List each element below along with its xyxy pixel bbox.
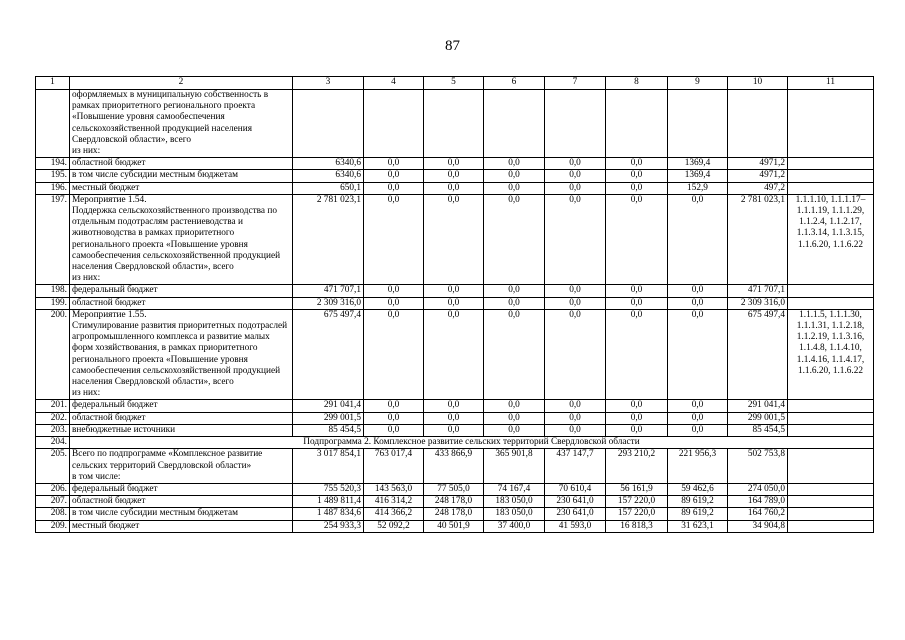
row-number: 200.: [36, 309, 70, 400]
reference-cell: [788, 400, 874, 412]
column-header: 9: [668, 77, 728, 90]
row-number: 198.: [36, 285, 70, 297]
table-body: [36, 77, 874, 533]
subprogram-header-row: [36, 437, 874, 449]
value-cell: 0,0: [606, 424, 668, 436]
value-cell: 41 593,0: [545, 520, 606, 532]
value-cell: 433 866,9: [424, 449, 484, 484]
row-number: 199.: [36, 297, 70, 309]
value-cell: 2 309 316,0: [728, 297, 788, 309]
value-cell: 4971,2: [728, 170, 788, 182]
reference-cell: [788, 297, 874, 309]
page-number: 87: [445, 38, 460, 54]
row-number: 203.: [36, 424, 70, 436]
value-cell: 763 017,4: [364, 449, 424, 484]
value-cell: 299 001,5: [728, 412, 788, 424]
value-cell: 471 707,1: [728, 285, 788, 297]
table-row: [36, 449, 874, 484]
column-header: 10: [728, 77, 788, 90]
table-row: [36, 90, 874, 158]
value-cell: 152,9: [668, 182, 728, 194]
value-cell: 183 050,0: [484, 508, 545, 520]
value-cell: 0,0: [424, 412, 484, 424]
value-cell: [606, 90, 668, 158]
row-name: местный бюджет: [70, 520, 293, 532]
value-cell: 502 753,8: [728, 449, 788, 484]
value-cell: 0,0: [606, 182, 668, 194]
row-name: федеральный бюджет: [70, 400, 293, 412]
column-header-row: [36, 77, 874, 90]
value-cell: 6340,6: [293, 158, 364, 170]
table-row: [36, 309, 874, 400]
value-cell: 0,0: [545, 400, 606, 412]
value-cell: 157 220,0: [606, 496, 668, 508]
value-cell: 650,1: [293, 182, 364, 194]
value-cell: 0,0: [484, 297, 545, 309]
value-cell: 89 619,2: [668, 508, 728, 520]
value-cell: 291 041,4: [728, 400, 788, 412]
row-name: местный бюджет: [70, 182, 293, 194]
value-cell: 0,0: [484, 285, 545, 297]
value-cell: [484, 90, 545, 158]
value-cell: 89 619,2: [668, 496, 728, 508]
value-cell: [364, 90, 424, 158]
table-row: [36, 412, 874, 424]
value-cell: 0,0: [606, 297, 668, 309]
value-cell: 164 789,0: [728, 496, 788, 508]
value-cell: 0,0: [364, 424, 424, 436]
value-cell: 0,0: [484, 158, 545, 170]
value-cell: 0,0: [545, 297, 606, 309]
reference-cell: [788, 285, 874, 297]
column-header: 6: [484, 77, 545, 90]
value-cell: 1369,4: [668, 158, 728, 170]
reference-cell: [788, 412, 874, 424]
value-cell: 274 050,0: [728, 483, 788, 495]
row-number: 207.: [36, 496, 70, 508]
value-cell: 16 818,3: [606, 520, 668, 532]
reference-cell: [788, 182, 874, 194]
column-header: 8: [606, 77, 668, 90]
value-cell: 37 400,0: [484, 520, 545, 532]
value-cell: 77 505,0: [424, 483, 484, 495]
value-cell: 0,0: [484, 194, 545, 285]
column-header: 11: [788, 77, 874, 90]
value-cell: 1 489 811,4: [293, 496, 364, 508]
value-cell: 143 563,0: [364, 483, 424, 495]
row-number: 205.: [36, 449, 70, 484]
value-cell: 299 001,5: [293, 412, 364, 424]
value-cell: 0,0: [364, 182, 424, 194]
value-cell: 0,0: [424, 285, 484, 297]
row-name: в том числе субсидии местным бюджетам: [70, 170, 293, 182]
value-cell: 0,0: [364, 170, 424, 182]
reference-cell: [788, 170, 874, 182]
table-row: [36, 483, 874, 495]
column-header: 7: [545, 77, 606, 90]
value-cell: 2 309 316,0: [293, 297, 364, 309]
value-cell: [728, 90, 788, 158]
reference-cell: [788, 158, 874, 170]
subprogram-title: Подпрограмма 2. Комплексное развитие сельских территорий Свердловской области: [70, 437, 874, 449]
value-cell: 0,0: [545, 412, 606, 424]
value-cell: 0,0: [606, 309, 668, 400]
value-cell: 0,0: [424, 170, 484, 182]
row-name: Всего по подпрограмме «Комплексное развитие сельских территорий Свердловской области» в том числе:: [70, 449, 293, 484]
value-cell: 0,0: [668, 194, 728, 285]
value-cell: 0,0: [364, 309, 424, 400]
table-row: [36, 496, 874, 508]
table-row: [36, 194, 874, 285]
value-cell: 0,0: [484, 400, 545, 412]
value-cell: 0,0: [364, 297, 424, 309]
value-cell: 0,0: [668, 412, 728, 424]
value-cell: 0,0: [424, 297, 484, 309]
value-cell: [424, 90, 484, 158]
value-cell: 291 041,4: [293, 400, 364, 412]
table-row: [36, 158, 874, 170]
value-cell: 0,0: [606, 412, 668, 424]
value-cell: 416 314,2: [364, 496, 424, 508]
value-cell: [668, 90, 728, 158]
reference-cell: [788, 483, 874, 495]
row-name: оформляемых в муниципальную собственность в рамках приоритетного регионального проекта «Повышение уровня самообеспечения сельскохозяйственной продукцией населения Свердловской области», всего из них:: [70, 90, 293, 158]
row-number: [36, 90, 70, 158]
row-name: федеральный бюджет: [70, 483, 293, 495]
value-cell: 0,0: [364, 400, 424, 412]
table-row: [36, 182, 874, 194]
row-number: 202.: [36, 412, 70, 424]
reference-cell: 1.1.1.10, 1.1.1.17–1.1.1.19, 1.1.1.29, 1.1.2.4, 1.1.2.17, 1.1.3.14, 1.1.3.15, 1.1.6.20, 1.1.6.22: [788, 194, 874, 285]
value-cell: 365 901,8: [484, 449, 545, 484]
value-cell: 0,0: [364, 285, 424, 297]
value-cell: 3 017 854,1: [293, 449, 364, 484]
value-cell: 56 161,9: [606, 483, 668, 495]
row-number: 209.: [36, 520, 70, 532]
value-cell: 0,0: [484, 182, 545, 194]
value-cell: 0,0: [606, 158, 668, 170]
value-cell: 0,0: [545, 285, 606, 297]
value-cell: 0,0: [668, 400, 728, 412]
value-cell: [545, 90, 606, 158]
value-cell: 0,0: [668, 309, 728, 400]
value-cell: 230 641,0: [545, 496, 606, 508]
value-cell: 0,0: [606, 400, 668, 412]
value-cell: 221 956,3: [668, 449, 728, 484]
column-header: 3: [293, 77, 364, 90]
row-number: 206.: [36, 483, 70, 495]
table-row: [36, 285, 874, 297]
value-cell: 230 641,0: [545, 508, 606, 520]
value-cell: 0,0: [424, 400, 484, 412]
column-header: 2: [70, 77, 293, 90]
value-cell: 0,0: [424, 309, 484, 400]
value-cell: 254 933,3: [293, 520, 364, 532]
row-name: областной бюджет: [70, 297, 293, 309]
value-cell: 0,0: [668, 424, 728, 436]
row-name: внебюджетные источники: [70, 424, 293, 436]
row-name: Мероприятие 1.54. Поддержка сельскохозяйственного производства по отдельным подотраслям растениеводства и животноводства в рамках приоритетного регионального проекта «Повышение уровня самообеспечения сельскохозяйственной продукцией населения Свердловской области», всего из них:: [70, 194, 293, 285]
value-cell: 0,0: [668, 285, 728, 297]
row-number: 197.: [36, 194, 70, 285]
row-number: 196.: [36, 182, 70, 194]
value-cell: 59 462,6: [668, 483, 728, 495]
reference-cell: [788, 508, 874, 520]
value-cell: 248 178,0: [424, 508, 484, 520]
value-cell: 0,0: [484, 170, 545, 182]
value-cell: 248 178,0: [424, 496, 484, 508]
value-cell: 74 167,4: [484, 483, 545, 495]
value-cell: 0,0: [484, 412, 545, 424]
row-name: федеральный бюджет: [70, 285, 293, 297]
value-cell: 0,0: [606, 285, 668, 297]
column-header: 1: [36, 77, 70, 90]
value-cell: 0,0: [364, 194, 424, 285]
value-cell: 157 220,0: [606, 508, 668, 520]
row-number: 208.: [36, 508, 70, 520]
reference-cell: [788, 449, 874, 484]
value-cell: 414 366,2: [364, 508, 424, 520]
value-cell: 293 210,2: [606, 449, 668, 484]
value-cell: 2 781 023,1: [293, 194, 364, 285]
column-header: 5: [424, 77, 484, 90]
column-header: 4: [364, 77, 424, 90]
value-cell: 675 497,4: [728, 309, 788, 400]
row-number: 201.: [36, 400, 70, 412]
row-number: 204.: [36, 437, 70, 449]
value-cell: 0,0: [424, 158, 484, 170]
row-number: 194.: [36, 158, 70, 170]
value-cell: 0,0: [424, 194, 484, 285]
value-cell: 0,0: [424, 182, 484, 194]
value-cell: 0,0: [545, 158, 606, 170]
value-cell: 0,0: [484, 309, 545, 400]
table-row: [36, 508, 874, 520]
value-cell: 0,0: [668, 297, 728, 309]
budget-table: [35, 76, 874, 533]
value-cell: 70 610,4: [545, 483, 606, 495]
table-row: [36, 424, 874, 436]
table-row: [36, 400, 874, 412]
reference-cell: [788, 424, 874, 436]
value-cell: 497,2: [728, 182, 788, 194]
row-name: Мероприятие 1.55. Стимулирование развития приоритетных подотраслей агропромышленного комплекса и развитие малых форм хозяйствования, в рамках приоритетного регионального проекта «Повышение уровня самообеспечения сельскохозяйственной продукцией населения Свердловской области», всего из них:: [70, 309, 293, 400]
value-cell: 675 497,4: [293, 309, 364, 400]
value-cell: 0,0: [545, 182, 606, 194]
row-name: областной бюджет: [70, 496, 293, 508]
value-cell: 755 520,3: [293, 483, 364, 495]
value-cell: 0,0: [545, 170, 606, 182]
value-cell: 0,0: [484, 424, 545, 436]
value-cell: 4971,2: [728, 158, 788, 170]
value-cell: 31 623,1: [668, 520, 728, 532]
value-cell: 1 487 834,6: [293, 508, 364, 520]
reference-cell: [788, 520, 874, 532]
row-number: 195.: [36, 170, 70, 182]
table-row: [36, 520, 874, 532]
value-cell: 85 454,5: [293, 424, 364, 436]
reference-cell: [788, 496, 874, 508]
value-cell: [293, 90, 364, 158]
table-row: [36, 170, 874, 182]
value-cell: 183 050,0: [484, 496, 545, 508]
value-cell: 52 092,2: [364, 520, 424, 532]
value-cell: 0,0: [545, 194, 606, 285]
value-cell: 40 501,9: [424, 520, 484, 532]
value-cell: 34 904,8: [728, 520, 788, 532]
value-cell: 0,0: [364, 412, 424, 424]
value-cell: 437 147,7: [545, 449, 606, 484]
value-cell: 0,0: [424, 424, 484, 436]
reference-cell: 1.1.1.5, 1.1.1.30, 1.1.1.31, 1.1.2.18, 1.1.2.19, 1.1.3.16, 1.1.4.8, 1.1.4.10, 1.1.4.16, 1.1.4.17, 1.1.6.20, 1.1.6.22: [788, 309, 874, 400]
value-cell: 0,0: [606, 194, 668, 285]
reference-cell: [788, 90, 874, 158]
value-cell: 1369,4: [668, 170, 728, 182]
value-cell: 0,0: [545, 424, 606, 436]
value-cell: 0,0: [545, 309, 606, 400]
row-name: в том числе субсидии местным бюджетам: [70, 508, 293, 520]
row-name: областной бюджет: [70, 158, 293, 170]
value-cell: 6340,6: [293, 170, 364, 182]
value-cell: 2 781 023,1: [728, 194, 788, 285]
value-cell: 0,0: [606, 170, 668, 182]
row-name: областной бюджет: [70, 412, 293, 424]
table-row: [36, 297, 874, 309]
value-cell: 164 760,2: [728, 508, 788, 520]
value-cell: 85 454,5: [728, 424, 788, 436]
value-cell: 471 707,1: [293, 285, 364, 297]
value-cell: 0,0: [364, 158, 424, 170]
